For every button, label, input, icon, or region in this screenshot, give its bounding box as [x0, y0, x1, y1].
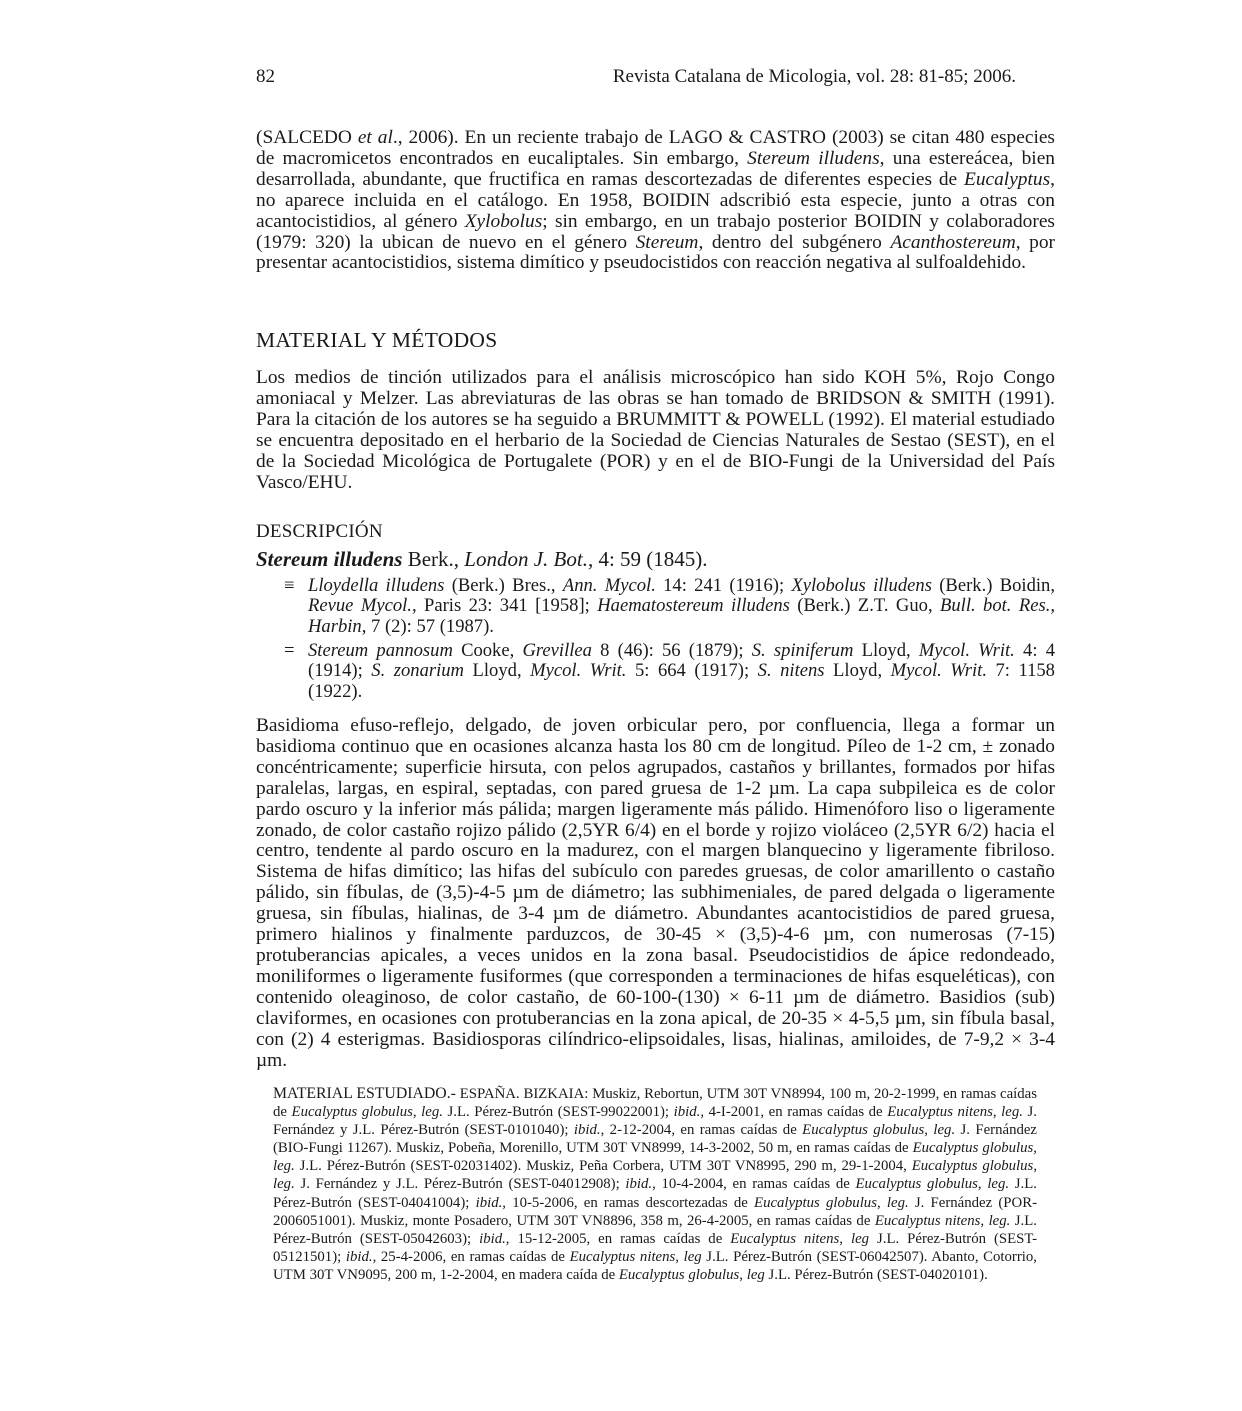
text-run: , una estereácea, bien desarrollada, abundante, que fructifica en ramas descortezadas de diferentes especies de [256, 147, 1055, 190]
text-run: , [876, 1194, 887, 1211]
italic-run: leg. [933, 1122, 956, 1139]
synonym-mark-heterotypic: = [284, 640, 295, 661]
text-run: , [977, 1176, 988, 1193]
italic-run: leg. [988, 1212, 1011, 1229]
intro-paragraph [256, 128, 1055, 274]
italic-run: Eucalyptus globulus [911, 1158, 1034, 1175]
section-heading-description: DESCRIPCIÓN [256, 521, 383, 542]
text-run: ; sin embargo, en un trabajo posterior BOIDIN y colaboradores (1979: 320) la ubican de nuevo en el género [256, 210, 1055, 253]
italic-run: Stereum illudens [747, 147, 880, 169]
italic-run: Mycol. Writ. [918, 640, 1015, 661]
italic-run: S. zonarium [371, 660, 464, 682]
material-studied-text [273, 1086, 1037, 1283]
text-run: , 10-4-2004, en ramas caídas de [652, 1176, 856, 1193]
italic-run: Eucalyptus [963, 168, 1051, 190]
text-run: J. Fernández y J.L. Pérez-Butrón (SEST-04012908); [294, 1176, 626, 1193]
italic-run: S. nitens [757, 660, 825, 682]
italic-run: Haematostereum illudens [597, 595, 790, 617]
text-run: Cooke, [452, 640, 523, 661]
italic-run: Stereum pannosum [308, 640, 453, 661]
text-run: , 15-12-2005, en ramas caídas de [505, 1230, 731, 1247]
text-run: 4: 4 (1914); [308, 640, 1055, 682]
italic-run: Mycol. Writ. [890, 660, 987, 682]
text-run: , 25-4-2006, en ramas caídas de [372, 1248, 570, 1265]
text-run: J.L. Pérez-Butrón (SEST-04041004); [273, 1176, 1037, 1211]
italic-run: Eucalyptus globulus [618, 1266, 740, 1283]
italic-run: ibid. [345, 1248, 373, 1265]
text-run: ., 2006). En un reciente trabajo de LAGO & CASTRO (2003) se citan 480 especies de macromicetos encontrados en eucaliptales. Sin embargo, [256, 127, 1055, 169]
italic-run [256, 547, 402, 571]
methods-paragraph [256, 368, 1055, 493]
text-run: , no aparece incluida en el catálogo. En 1958, BOIDIN adscribió esta especie, junto a otras con acantocistidios, al género [256, 168, 1055, 232]
description-text [256, 716, 1055, 1071]
italic-run: Bull. bot. Res., Harbin [308, 595, 1056, 637]
italic-run: et al [357, 127, 393, 148]
methods-text [256, 368, 1055, 493]
italic-run: leg [850, 1230, 870, 1247]
text-run: 8 (46): 56 (1879); [591, 640, 752, 661]
text-run: J.L. Pérez-Butrón (SEST-05042603); [273, 1212, 1037, 1247]
italic-run: ibid. [673, 1104, 701, 1121]
italic-run: Xylobolus [464, 210, 543, 232]
text-run: ESPAÑA. BIZKAIA: Muskiz, Rebortun, UTM 30T VN8994, 100 m, 20-2-1999, en ramas caídas de [273, 1086, 1037, 1121]
italic-run: leg. [273, 1176, 295, 1193]
italic-run: ibid. [625, 1176, 653, 1193]
italic-run: Lloydella illudens [308, 575, 445, 596]
text-run: , [1033, 1158, 1038, 1175]
text-run: Stereum illudens [256, 547, 403, 571]
text-run: J.L. Pérez-Butrón (SEST-02031402). Muskiz, Peña Corbera, UTM 30T VN8995, 290 m, 29-1-2004, [294, 1158, 912, 1175]
text-run: Los medios de tinción utilizados para el análisis microscópico han sido KOH 5%, Rojo Congo amoniacal y Melzer. Las abreviaturas de las obras se han tomado de BRIDSON & SMITH (1991). Para la citación de los autores se ha seguido a BRUMMITT & POWELL (1992). El material estudiado se encuentra depositado en el herbario de la Sociedad de Ciencias Naturales de Sestao (SEST), en el de la Sociedad Micológica de Portugalete (POR) y en el de BIO-Fungi de la Universidad del País Vasco/EHU. [256, 367, 1055, 493]
synonym-homotypic [284, 575, 1056, 637]
italic-run: leg. [886, 1194, 909, 1211]
text-run: 14: 241 (1916); [655, 575, 792, 596]
text-run: , 2-12-2004, en ramas caídas de [600, 1122, 803, 1139]
text-run: Lloyd, [464, 660, 531, 682]
text-run: , [739, 1266, 747, 1283]
italic-run: leg [746, 1266, 765, 1283]
text-run: , [980, 1212, 989, 1229]
italic-run: Eucalyptus globulus [802, 1122, 925, 1139]
text-run: , [992, 1104, 1002, 1121]
text-run: , [839, 1230, 851, 1247]
italic-run: Revue Mycol. [308, 595, 412, 617]
italic-run: Grevillea [522, 640, 592, 661]
italic-run: ibid. [573, 1122, 601, 1139]
text-run: , [924, 1122, 934, 1139]
italic-run: Eucalyptus globulus [855, 1176, 978, 1193]
italic-run: Ann. Mycol. [562, 575, 656, 596]
text-run: , [675, 1248, 684, 1265]
page-number: 82 [256, 66, 275, 87]
text-run: , 10-5-2006, en ramas descortezadas de [502, 1194, 755, 1211]
italic-run: ibid. [475, 1194, 503, 1211]
text-run: (Berk.) Boidin, [931, 575, 1055, 596]
italic-run: Eucalyptus globulus [754, 1194, 877, 1211]
text-run: Lloyd, [824, 660, 891, 682]
italic-run: leg. [1001, 1104, 1023, 1121]
journal-citation: Revista Catalana de Micologia, vol. 28: 81-85; 2006. [612, 66, 1016, 87]
text-run: , [412, 1104, 422, 1121]
italic-run: leg. [273, 1158, 295, 1175]
synonym-text-homotypic [308, 575, 1055, 637]
text-run: 7: 1158 (1922). [308, 660, 1055, 702]
italic-run: Eucalyptus globulus [291, 1104, 413, 1121]
italic-run: Stereum [635, 231, 699, 253]
material-studied-paragraph [273, 1085, 1037, 1284]
text-run: , 7 (2): 57 (1987). [361, 615, 494, 637]
italic-run: leg. [421, 1104, 443, 1121]
text-run: J. Fernández (POR-2006051001). Muskiz, monte Posadero, UTM 30T VN8896, 358 m, 26-4-2005, en ramas caídas de [273, 1194, 1038, 1229]
text-run: , por presentar acantocistidios, sistema dimítico y pseudocistidos con reacción negativa al sulfoaldehido. [256, 231, 1055, 274]
italic-run: Xylobolus illudens [791, 575, 932, 596]
running-header [256, 66, 1016, 90]
text-run: J.L. Pérez-Butrón (SEST-99022001); [442, 1104, 674, 1121]
synonym-text-heterotypic [308, 640, 1055, 702]
italic-run: Eucalyptus globulus [912, 1140, 1034, 1157]
text-run: , Paris 23: 341 [1958]; [411, 595, 598, 617]
text-run: J. Fernández y J.L. Pérez-Butrón (SEST-0101040); [273, 1104, 1037, 1139]
text-run: J.L. Pérez-Butrón (SEST-06042507). Abanto, Cotorrio, UTM 30T VN9095, 200 m, 1-2-2004, en madera caída de [273, 1248, 1037, 1283]
italic-run: Eucalyptus nitens [874, 1212, 981, 1229]
italic-run: Acanthostereum [890, 231, 1016, 253]
text-run: 5: 664 (1917); [626, 660, 758, 682]
italic-run: London J. Bot. [464, 547, 588, 571]
italic-run: Eucalyptus nitens [569, 1248, 676, 1265]
text-run: , dentro del subgénero [698, 231, 891, 253]
italic-run: leg. [987, 1176, 1010, 1193]
material-studied-lead: MATERIAL ESTUDIADO.- [273, 1085, 456, 1102]
text-run: (Berk.) Bres., [444, 575, 563, 596]
text-run: , 4: 59 (1845). [587, 547, 708, 571]
intro-text [256, 128, 1055, 274]
text-run: Basidioma efuso-reflejo, delgado, de joven orbicular pero, por confluencia, llega a formar un basidioma continuo que en ocasiones alcanza hasta los 80 cm de longitud. Píleo de 1-2 cm, ± zonado concéntricamente; superficie hirsuta, con pelos agrupados, castaños y brillantes, formados por hifas paralelas, largas, en espiral, septadas, con pared gruesa de 1-2 µm. La capa subpileica es de color pardo oscuro y la inferior más pálida; margen ligeramente más pálido. Himenóforo liso o ligeramente zonado, de color castaño rojizo pálido (2,5YR 6/4) en el borde y rojizo violáceo (2,5YR 6/2) hacia el centro, tendente al pardo oscuro en la madurez, con el margen blanquecino y ligeramente fibriloso. Sistema de hifas dimítico; las hifas del subículo con paredes gruesas, de color amarillento o castaño pálido, sin fíbulas, de (3,5)-4-5 µm de diámetro; las subhimeniales, de pared delgada o ligeramente gruesa, sin fíbulas, hialinas, de 3-4 µm de diámetro. Abundantes acantocistidios de pared gruesa, primero hialinos y finalmente parduzcos, de 30-45 × (3,5)-4-6 µm, con numerosas (7-15) protuberancias apicales, a veces unidos en la zona basal. Pseudocistidios de ápice redondeado, moniliformes o ligeramente fusiformes (que corresponden a terminaciones de hifas esqueléticas), con contenido oleaginoso, de color castaño, de 60-100-(130) × 6-11 µm de diámetro. Basidios (sub) claviformes, en ocasiones con protuberancias en la zona apical, de 20-35 × 4-5,5 µm, sin fíbula basal, con (2) 4 esterigmas. Basidiosporas cilíndrico-elipsoidales, lisas, hialinas, amiloides, de 7-9,2 × 3-4 µm. [256, 715, 1055, 1071]
text-run: J.L. Pérez-Butrón (SEST-05121501); [273, 1230, 1038, 1265]
italic-run: Eucalyptus nitens [887, 1104, 993, 1121]
text-run: J.L. Pérez-Butrón (SEST-04020101). [764, 1266, 988, 1283]
text-run: , 4-I-2001, en ramas caídas de [700, 1104, 888, 1121]
text-run: (SALCEDO [256, 127, 358, 148]
italic-run: ibid. [479, 1230, 506, 1247]
italic-run: S. spiniferum [751, 640, 854, 661]
synonym-heterotypic [284, 640, 1055, 702]
text-run: , [1033, 1140, 1037, 1157]
text-run: J. Fernández (BIO-Fungi 11267). Muskiz, Pobeña, Morenillo, UTM 30T VN8999, 14-3-2002, 50 m, en ramas caídas de [273, 1122, 1037, 1157]
italic-run: Mycol. Writ. [530, 660, 627, 682]
text-run: (Berk.) Z.T. Guo, [789, 595, 940, 617]
synonym-mark-homotypic: ≡ [284, 575, 295, 596]
text-run: Berk., [402, 547, 465, 571]
section-heading-methods: MATERIAL Y MÉTODOS [256, 328, 498, 352]
italic-run: leg [683, 1248, 702, 1265]
italic-run: Eucalyptus nitens [730, 1230, 840, 1247]
description-paragraph [256, 716, 1055, 1071]
species-name-line [256, 547, 1055, 572]
text-run: Lloyd, [853, 640, 919, 661]
